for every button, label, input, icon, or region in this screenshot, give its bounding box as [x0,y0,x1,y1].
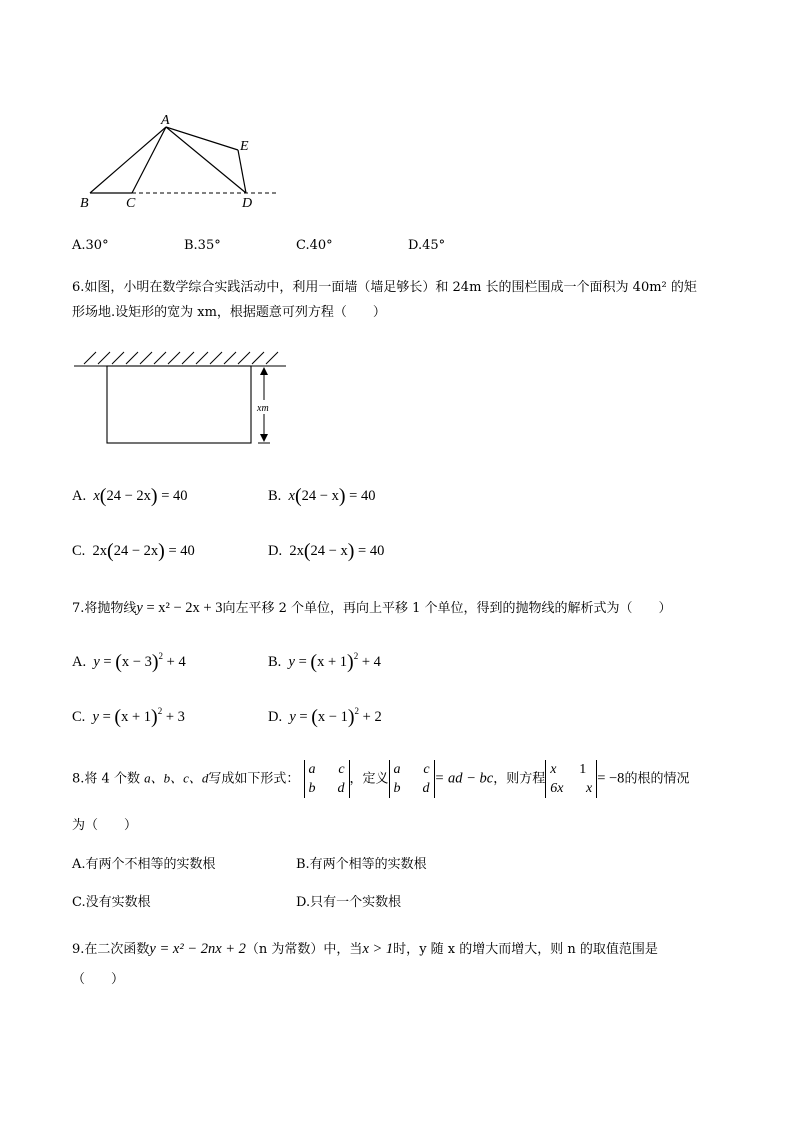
q6-option-a: A. x(24 − 2x) = 40 [72,485,188,507]
q6-stem-line1: 6.如图，小明在数学综合实践活动中，利用一面墙（墙足够长）和 24m 长的围栏围成一个面积为 40m² 的矩 [72,280,697,295]
label-e: E [240,139,249,154]
segment-ae [166,127,238,150]
q7-option-d: D. $y = (x - 1)^2 + 2$ [268,706,382,728]
label-b: B [80,196,89,211]
q8-option-c: C.没有实数根 [72,895,151,910]
q6-option-d: D. 2x(24 − x) = 40 [268,540,385,562]
q6-stem-line2: 形场地.设矩形的宽为 xm，根据题意可列方程（ ） [72,305,386,320]
determinant-definition: a c b d [389,760,435,798]
q9-stem-line1: 9.在二次函数y = x² − 2nx + 2（n 为常数）中，当x > 1时，y 随 x 的增大而增大，则 n 的取值范围是 [72,941,658,957]
q5-option-c: C.40° [296,238,333,253]
q6-wall-rectangle-figure [74,348,290,448]
q8-stem-line2: 为（ ） [72,818,138,833]
q5-option-d: D.45° [408,238,446,253]
q8-option-b: B.有两个相等的实数根 [296,857,427,872]
q5-triangle-figure [76,112,286,212]
segment-ac [132,127,166,193]
label-c: C [126,196,136,211]
fence-rectangle [107,366,251,443]
q8-option-a: A.有两个不相等的实数根 [72,857,216,872]
arrow-up-icon [260,367,268,375]
q9-stem-line2: （ ） [72,972,125,987]
label-d: D [242,196,253,211]
q7-stem: 7.将抛物线y = x² − 2x + 3向左平移 2 个单位，再向上平移 1 个单位，得到的抛物线的解析式为（ ） [72,600,672,616]
determinant-equation: x 1 6x x [545,760,597,798]
segment-ed [238,150,246,193]
determinant-abcd: a c b d [304,760,350,798]
q8-option-d: D.只有一个实数根 [296,895,402,910]
label-a: A [161,113,170,128]
q5-option-a: A.30° [72,238,109,253]
q8-stem-line1: 8.将 4 个数 a、b、c、d写成如下形式： a c b d，定义a c b d= ad − bc，则方程x 1 6x x= −8的根的情况 [72,762,690,796]
width-label: xm [257,403,269,414]
q6-option-b: B. x(24 − x) = 40 [268,485,376,507]
q5-option-b: B.35° [184,238,221,253]
wall-hatching [74,352,286,366]
q7-option-c: C. $y = (x + 1)^2 + 3$ [72,706,185,728]
segment-ab [90,127,166,193]
segment-ad [166,127,246,193]
q7-option-b: B. $y = (x + 1)^2 + 4$ [268,651,381,673]
q7-option-a: A. $y = (x - 3)^2 + 4$ [72,651,186,673]
q6-option-c: C. 2x(24 − 2x) = 40 [72,540,195,562]
arrow-down-icon [260,434,268,442]
